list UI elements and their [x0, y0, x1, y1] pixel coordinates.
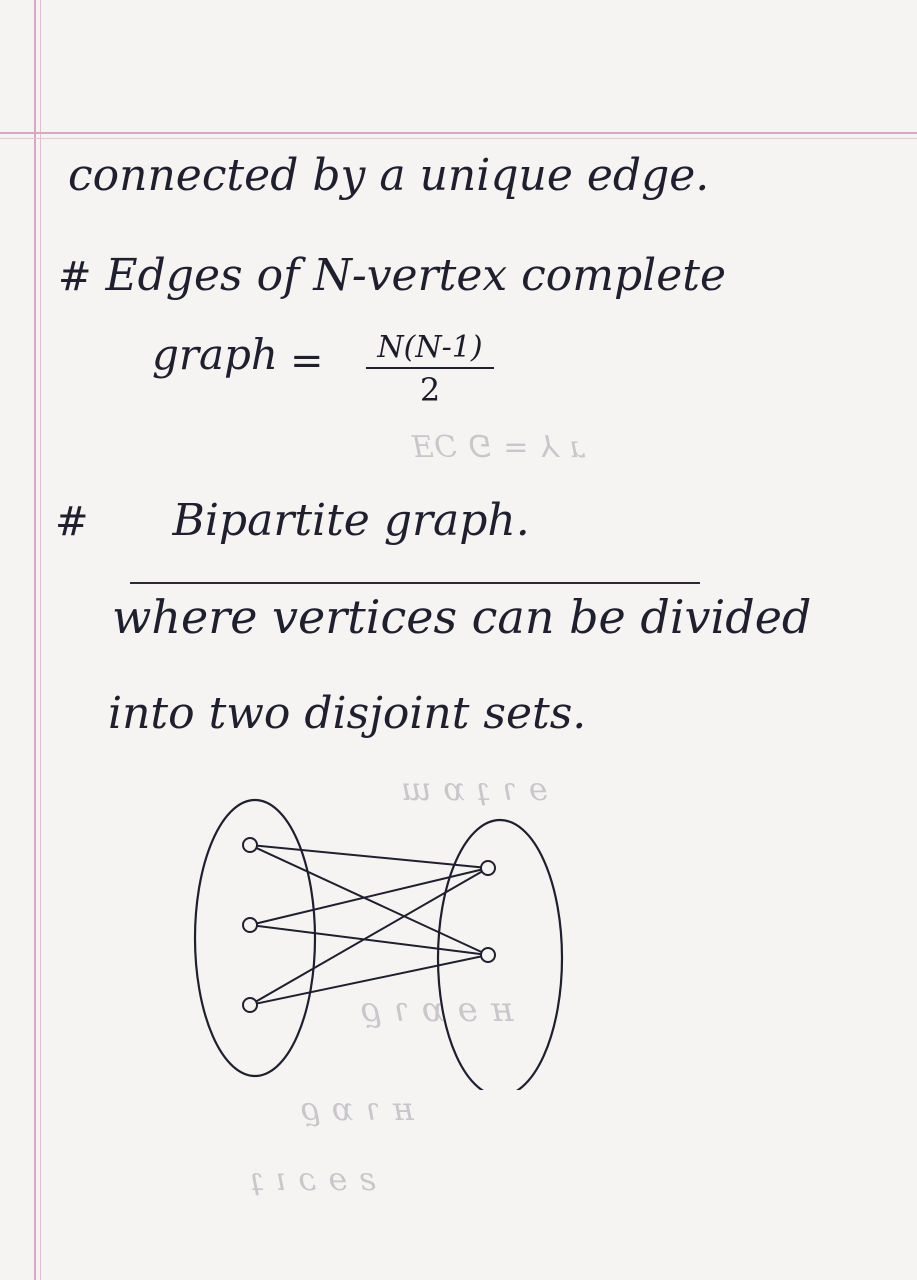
- graph-edge: [250, 845, 488, 955]
- heading-complete-text: Edges of N-vertex complete: [105, 250, 727, 301]
- equals-sign: =: [290, 338, 324, 384]
- margin-line-secondary: [40, 0, 41, 1280]
- notes-line-unique-edge: connected by a unique edge.: [68, 150, 710, 201]
- graph-edge: [250, 845, 488, 868]
- left-vertex: [243, 838, 257, 852]
- definition-line-1: where vertices can be divided: [112, 590, 812, 644]
- top-rule-secondary: [0, 138, 917, 139]
- graph-edge: [250, 868, 488, 925]
- bleed-through-mark: ƨ ɘ ɔ ı ʇ: [250, 1160, 377, 1198]
- graph-word: graph: [152, 330, 278, 379]
- right-vertex: [481, 861, 495, 875]
- fraction-bar: [366, 367, 494, 369]
- bleed-through-mark: ʜ ɿ ɒ ϱ: [300, 1090, 414, 1128]
- graph-edge: [250, 955, 488, 1005]
- bleed-through-mark: ʜ ɘ ɒ ɿ ϱ: [360, 990, 514, 1030]
- heading-bipartite-text: Bipartite graph.: [172, 495, 530, 546]
- right-vertex: [481, 948, 495, 962]
- bipartite-diagram: [180, 790, 600, 1090]
- right-set-ellipse: [438, 820, 562, 1090]
- bleed-through-mark: ɹ ⅄ = ⅁ ↃƎ: [410, 430, 585, 465]
- heading-underline: [130, 582, 700, 584]
- edge-count-formula: [360, 330, 500, 409]
- formula-numerator: N(N-1): [377, 330, 483, 365]
- hash-marker: #: [55, 499, 89, 545]
- heading-bipartite-graph: [55, 495, 530, 546]
- margin-line: [34, 0, 36, 1280]
- heading-complete-graph: [58, 250, 726, 301]
- graph-edge: [250, 868, 488, 1005]
- left-vertex: [243, 998, 257, 1012]
- left-vertex: [243, 918, 257, 932]
- graph-edge: [250, 925, 488, 955]
- formula-denominator: 2: [419, 371, 441, 409]
- hash-marker: #: [58, 254, 92, 300]
- definition-line-2: into two disjoint sets.: [108, 688, 587, 739]
- top-rule: [0, 132, 917, 134]
- bleed-through-mark: ɘ ɿ ʇ ɒ ɯ: [400, 770, 548, 808]
